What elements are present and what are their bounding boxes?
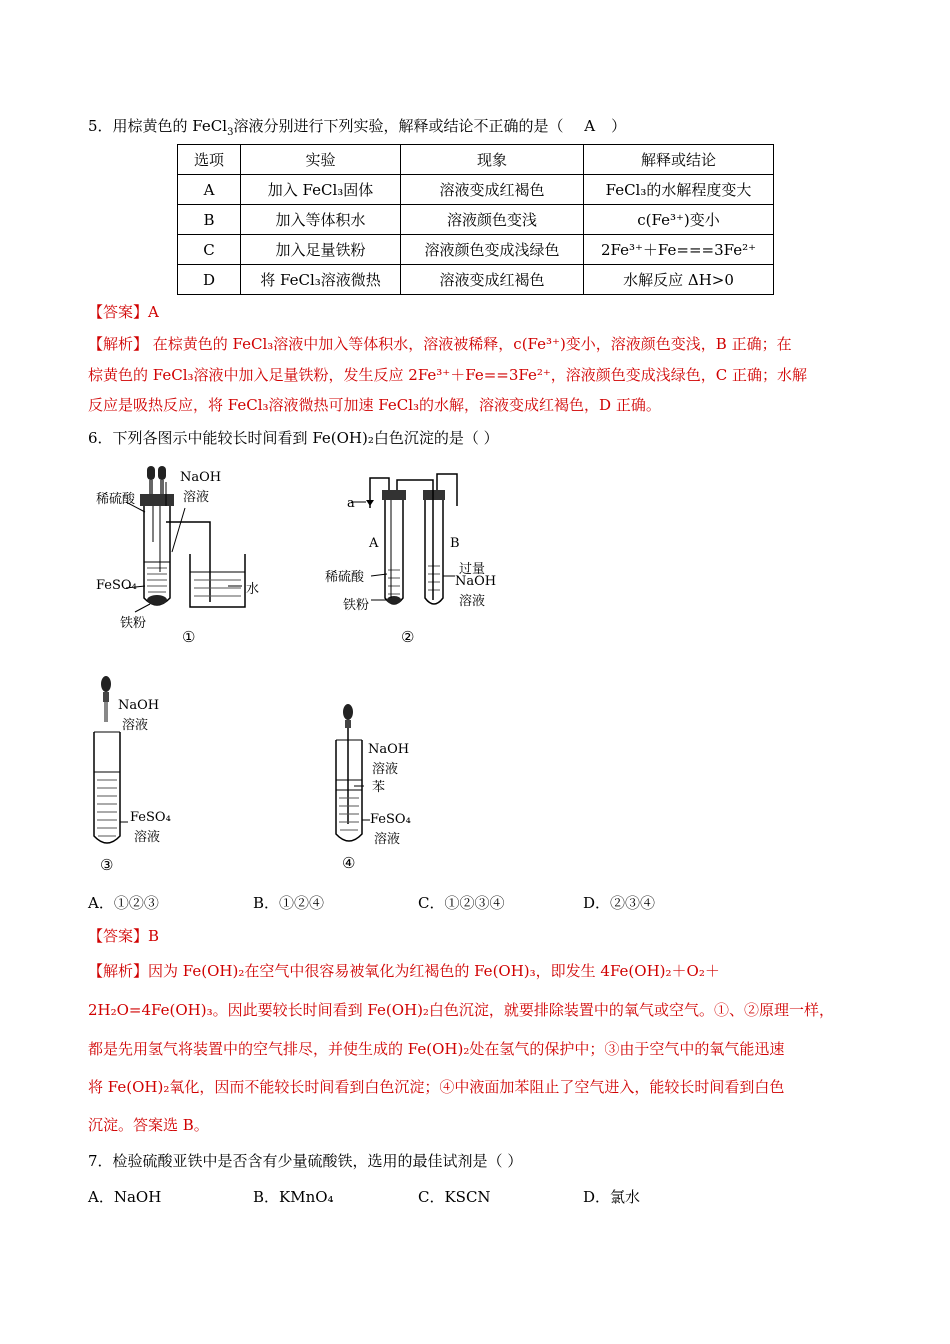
table-row [178, 175, 774, 205]
table-cell: FeCl₃的水解程度变大 [584, 175, 774, 205]
table-cell: 2Fe³⁺＋Fe===3Fe²⁺ [584, 235, 774, 265]
q6-analysis-line: 都是先用氢气将装置中的空气排尽，并使生成的 Fe(OH)₂处在氢气的保护中；③由于空气中的氧气能迅速 [88, 1040, 785, 1058]
label-solution: 溶液 [374, 832, 401, 847]
q6-option-b[interactable]: B．①②④ [253, 894, 325, 912]
label-tube-b: B [450, 536, 460, 551]
figure-2 [325, 470, 505, 650]
table-row [178, 235, 774, 265]
q6-analysis-line: 沉淀。答案选 B。 [88, 1116, 209, 1134]
q6-stem: 6．下列各图示中能较长时间看到 Fe(OH)₂白色沉淀的是（ ） [88, 429, 499, 447]
q5-analysis-line: 棕黄色的 FeCl₃溶液中加入足量铁粉，发生反应 2Fe³⁺＋Fe==3Fe²⁺，溶液颜色变成浅绿色，C 正确；水解 [88, 366, 808, 384]
q5-answer-letter: A [584, 117, 596, 135]
table-cell: 溶液变成红褐色 [401, 265, 584, 295]
figure-number: ② [401, 628, 415, 646]
label-excess: 过量 [459, 562, 486, 577]
table-cell: 溶液颜色变浅 [401, 205, 584, 235]
q6-answer: 【答案】B [88, 927, 160, 945]
table-cell: 将 FeCl₃溶液微热 [241, 265, 401, 295]
label-naoh: NaOH [180, 470, 222, 485]
q6-analysis-line: 【解析】因为 Fe(OH)₂在空气中很容易被氧化为红褐色的 Fe(OH)₃，即发生 4Fe(OH)₂＋O₂＋ [88, 962, 720, 980]
table-header: 实验 [241, 145, 401, 175]
figure-4 [330, 700, 440, 875]
q7-option-d[interactable]: D．氯水 [583, 1188, 641, 1206]
table-header: 选项 [178, 145, 241, 175]
q7-option-c[interactable]: C．KSCN [418, 1188, 491, 1206]
table-row [178, 205, 774, 235]
label-solution: 溶液 [459, 594, 486, 609]
label-solution: 溶液 [183, 490, 210, 505]
table-header: 解释或结论 [584, 145, 774, 175]
q7-option-b[interactable]: B．KMnO₄ [253, 1188, 334, 1206]
figure-number: ① [182, 628, 196, 646]
q5-answer: 【答案】A [88, 303, 159, 321]
table-cell: B [178, 205, 241, 235]
label-naoh: NaOH [368, 742, 410, 757]
label-feso4: FeSO₄ [130, 810, 171, 825]
q6-analysis-line: 2H₂O=4Fe(OH)₃。因此要较长时间看到 Fe(OH)₂白色沉淀，就要排除装置中的氧气或空气。①、②原理一样， [88, 1001, 834, 1019]
table-cell: 水解反应 ΔH>0 [584, 265, 774, 295]
label-water: 水 [246, 582, 260, 597]
label-tube-a: A [369, 536, 379, 551]
q5-stem: 5．用棕黄色的 FeCl$_3$溶液分别进行下列实验，解释或结论不正确的是（ A ） [88, 117, 627, 138]
label-iron-powder: 铁粉 [120, 616, 147, 631]
label-dilute-sulfuric-acid: 稀硫酸 [325, 570, 365, 585]
table-cell: 加入足量铁粉 [241, 235, 401, 265]
table-cell: c(Fe³⁺)变小 [584, 205, 774, 235]
label-solution: 溶液 [122, 718, 149, 733]
q5-table [177, 144, 774, 295]
table-cell: 加入等体积水 [241, 205, 401, 235]
label-iron-powder: 铁粉 [343, 598, 370, 613]
figure-number: ④ [342, 854, 356, 872]
table-row [178, 265, 774, 295]
q7-stem: 7．检验硫酸亚铁中是否含有少量硫酸铁，选用的最佳试剂是（ ） [88, 1152, 523, 1170]
table-cell: D [178, 265, 241, 295]
label-solution: 溶液 [372, 762, 399, 777]
label-naoh: NaOH [455, 574, 497, 589]
q6-option-d[interactable]: D．②③④ [583, 894, 656, 912]
figure-number: ③ [100, 856, 114, 874]
label-solution: 溶液 [134, 830, 161, 845]
label-feso4: FeSO₄ [96, 578, 137, 593]
q6-analysis-line: 将 Fe(OH)₂氧化，因而不能较长时间看到白色沉淀；④中液面加苯阻止了空气进入，能较长时间看到白色 [88, 1078, 785, 1096]
label-clamp-a: a [347, 496, 355, 511]
q5-analysis-line: 反应是吸热反应，将 FeCl₃溶液微热可加速 FeCl₃的水解，溶液变成红褐色，D 正确。 [88, 396, 661, 414]
figure-1 [90, 462, 290, 652]
figure-3 [88, 672, 198, 872]
label-benzene: 苯 [372, 780, 386, 795]
label-dilute-sulfuric-acid: 稀硫酸 [96, 492, 136, 507]
table-header: 现象 [401, 145, 584, 175]
q6-option-a[interactable]: A．①②③ [88, 894, 159, 912]
label-feso4: FeSO₄ [370, 812, 411, 827]
table-cell: 加入 FeCl₃固体 [241, 175, 401, 205]
q6-option-c[interactable]: C．①②③④ [418, 894, 505, 912]
q7-option-a[interactable]: A．NaOH [88, 1188, 162, 1206]
table-cell: A [178, 175, 241, 205]
q5-analysis-line: 【解析】 在棕黄色的 FeCl₃溶液中加入等体积水，溶液被稀释，c(Fe³⁺)变小，溶液颜色变浅，B 正确；在 [88, 335, 792, 353]
table-cell: 溶液变成红褐色 [401, 175, 584, 205]
table-cell: C [178, 235, 241, 265]
table-cell: 溶液颜色变成浅绿色 [401, 235, 584, 265]
label-naoh: NaOH [118, 698, 160, 713]
